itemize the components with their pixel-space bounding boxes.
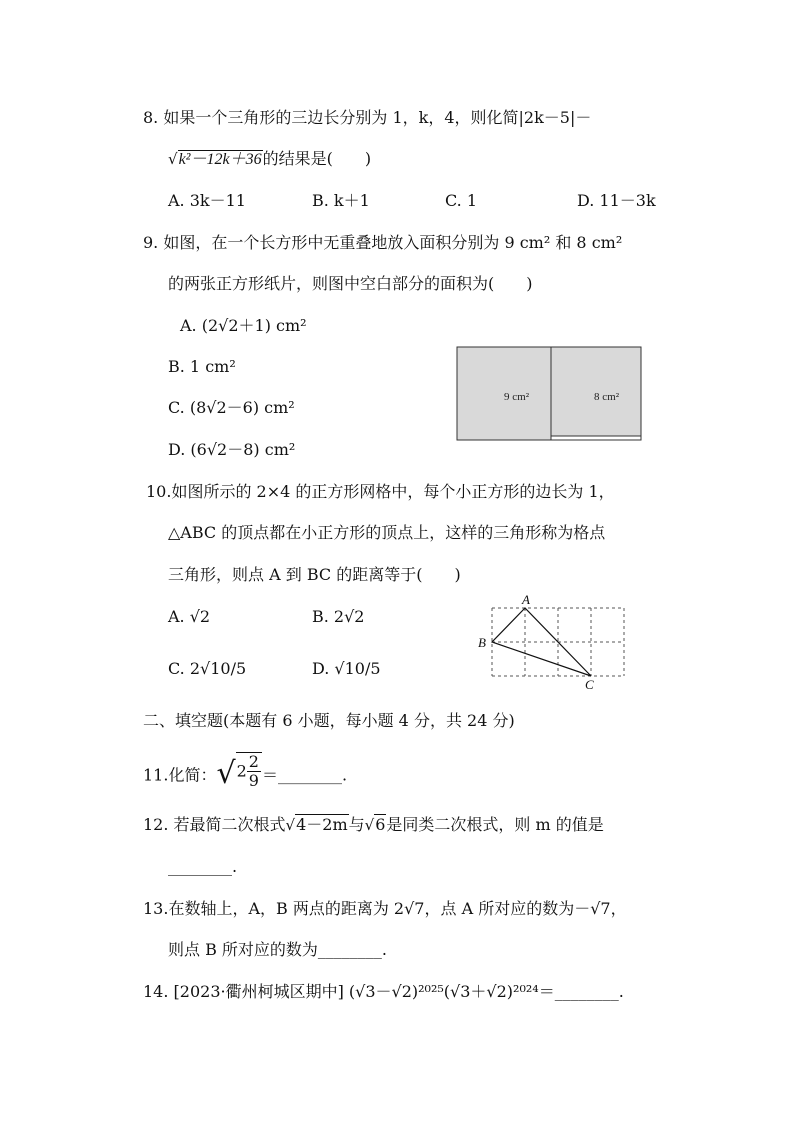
q9-figure [456,346,644,442]
q11-fraction [247,753,261,790]
q12-radicand-2: 6 [375,815,386,834]
q10-line3: 三角形，则点 A 到 BC 的距离等于( ) [168,565,461,584]
q8-stem-line1: 8. 如果一个三角形的三边长分别为 1，k，4，则化简|2k－5|－ [143,108,592,127]
q11-suffix: ＝________. [261,765,348,785]
q12-radical-1: √4－2m [285,815,348,834]
q9-option-d: D. (6√2－8) cm² [168,440,296,459]
q8-line2 [168,149,371,170]
q10-line1: 10.如图所示的 2×4 的正方形网格中，每个小正方形的边长为 1， [146,482,615,501]
q8-radical: √k²－12k＋36 [168,150,262,168]
q11-radical: √2 $\frac{2}{9}$ [216,752,262,800]
q9-label-9: 9 cm² [504,391,529,403]
q9-label-8: 8 cm² [594,391,619,403]
q8-option-c: C. 1 [445,191,478,210]
q14-line: 14. [2023·衢州柯城区期中] (√3－√2)²⁰²⁵(√3＋√2)²⁰²⁴＝________. [143,982,624,1001]
q9-option-b: B. 1 cm² [168,357,236,376]
q12-radicand-1: 4－2m [296,815,348,834]
q12-line1 [143,815,604,835]
q8-line2-tail: 的结果是( ) [262,149,372,168]
q9-line2: 的两张正方形纸片，则图中空白部分的面积为( ) [168,274,533,293]
q12-suffix: 是同类二次根式，则 m 的值是 [386,815,604,834]
q8-radicand: k²－12k＋36 [178,151,262,168]
q12-radical-2: √6 [364,815,386,834]
q13-line2: 则点 B 所对应的数为________. [168,940,388,959]
q10-grid-figure [474,592,634,692]
q11-whole: 2 [236,761,247,781]
q9-line1: 9. 如图，在一个长方形中无重叠地放入面积分别为 9 cm² 和 8 cm² [143,233,623,252]
q12-line2: ________. [168,857,238,876]
q10-option-a: A. √2 [168,607,211,626]
q10-label-a: A [522,592,530,607]
q12-mid: 与 [348,815,365,834]
q11-numerator: 2 [248,752,259,771]
q13-line1: 13.在数轴上，A，B 两点的距离为 2√7，点 A 所对应的数为－√7， [143,899,627,918]
q8-option-a: A. 3k－11 [168,191,246,210]
section2-heading: 二、填空题(本题有 6 小题，每小题 4 分，共 24 分) [143,711,515,730]
q10-option-b: B. 2√2 [312,607,365,626]
q10-line2: △ABC 的顶点都在小正方形的顶点上，这样的三角形称为格点 [168,523,606,542]
q11-line [143,752,347,796]
q8-option-b: B. k＋1 [312,191,370,210]
q9-option-a: A. (2√2＋1) cm² [180,316,307,335]
q10-option-c: C. 2√10/5 [168,659,247,678]
q8-line1 [143,108,591,128]
q10-label-c: C [585,677,594,692]
q10-label-b: B [478,635,486,650]
q8-option-d: D. 11－3k [577,191,656,210]
q11-prefix: 11.化简： [143,765,217,785]
q12-prefix: 12. 若最简二次根式 [143,815,286,834]
q10-option-d: D. √10/5 [312,659,381,678]
q9-option-c: C. (8√2－6) cm² [168,398,295,417]
q11-denominator: 9 [248,771,259,790]
